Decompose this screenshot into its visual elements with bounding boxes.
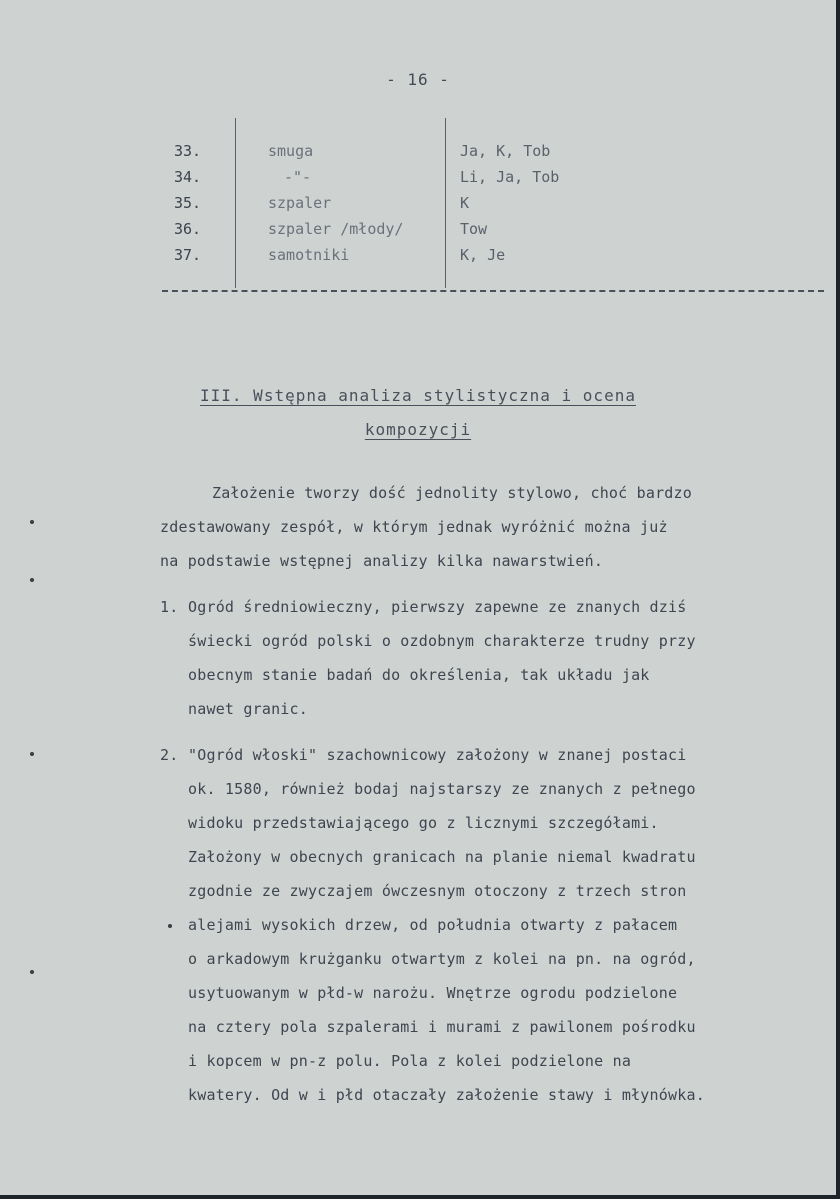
row-number: 36. <box>174 220 202 238</box>
table-row <box>162 138 824 164</box>
section-heading: III. Wstępna analiza stylistyczna i ocena <box>200 386 636 405</box>
row-authors: Ja, K, Tob <box>460 142 551 160</box>
row-number: 33. <box>174 142 202 160</box>
paragraph-line: Ogród średniowieczny, pierwszy zapewne ze znanych dziś <box>188 598 687 616</box>
row-authors: Tow <box>460 220 488 238</box>
row-number: 35. <box>174 194 202 212</box>
row-name: szpaler <box>268 194 332 212</box>
list-item-number: 2. <box>160 746 179 764</box>
row-name: samotniki <box>268 246 350 264</box>
paragraph-line: i kopcem w pn-z polu. Pola z kolei podzielone na <box>188 1052 632 1070</box>
paper-speck <box>30 752 34 756</box>
plant-table <box>162 118 824 294</box>
row-number: 34. <box>174 168 202 186</box>
table-row <box>162 190 824 216</box>
row-authors: K <box>460 194 470 212</box>
paragraph-line: widoku przedstawiającego go z licznymi szczegółami. <box>188 814 659 832</box>
paper-speck <box>30 520 34 524</box>
paragraph-line: o arkadowym krużganku otwartym z kolei na pn. na ogród, <box>188 950 696 968</box>
paper-speck <box>168 924 172 928</box>
table-row <box>162 164 824 190</box>
paragraph-line: świecki ogród polski o ozdobnym charakterze trudny przy <box>188 632 696 650</box>
paragraph-line: usytuowanym w płd-w narożu. Wnętrze ogrodu podzielone <box>188 984 678 1002</box>
paragraph-line: zdestawowany zespół, w którym jednak wyróżnić można już <box>160 518 668 536</box>
section-heading-continued: kompozycji <box>364 420 472 439</box>
row-authors: Li, Ja, Tob <box>460 168 560 186</box>
page-number: - 16 - <box>386 70 450 89</box>
paragraph-line: alejami wysokich drzew, od południa otwarty z pałacem <box>188 916 678 934</box>
row-name: -"- <box>284 168 312 186</box>
paragraph-line: kwatery. Od w i płd otaczały założenie stawy i młynówka. <box>188 1086 705 1104</box>
row-authors: K, Je <box>460 246 506 264</box>
paragraph-line: na podstawie wstępnej analizy kilka nawarstwień. <box>160 552 604 570</box>
paragraph-line: ok. 1580, również bodaj najstarszy ze znanych z pełnego <box>188 780 696 798</box>
paragraph-line: nawet granic. <box>188 700 308 718</box>
table-row <box>162 242 824 268</box>
row-name: smuga <box>268 142 314 160</box>
paragraph-line: Założony w obecnych granicach na planie niemal kwadratu <box>188 848 696 866</box>
row-number: 37. <box>174 246 202 264</box>
paragraph-line: "Ogród włoski" szachownicowy założony w znanej postaci <box>188 746 687 764</box>
paragraph-line: obecnym stanie badań do określenia, tak układu jak <box>188 666 650 684</box>
paragraph-line: zgodnie ze zwyczajem ówczesnym otoczony z trzech stron <box>188 882 687 900</box>
paper-speck <box>30 970 34 974</box>
table-bottom-rule <box>162 290 824 292</box>
list-item-number: 1. <box>160 598 179 616</box>
table-row <box>162 216 824 242</box>
paragraph-line: Założenie tworzy dość jednolity stylowo, choć bardzo <box>212 484 692 502</box>
row-name: szpaler /młody/ <box>268 220 404 238</box>
paper-speck <box>30 578 34 582</box>
intro-paragraph <box>160 476 800 578</box>
paragraph-line: na cztery pola szpalerami i murami z pawilonem pośrodku <box>188 1018 696 1036</box>
